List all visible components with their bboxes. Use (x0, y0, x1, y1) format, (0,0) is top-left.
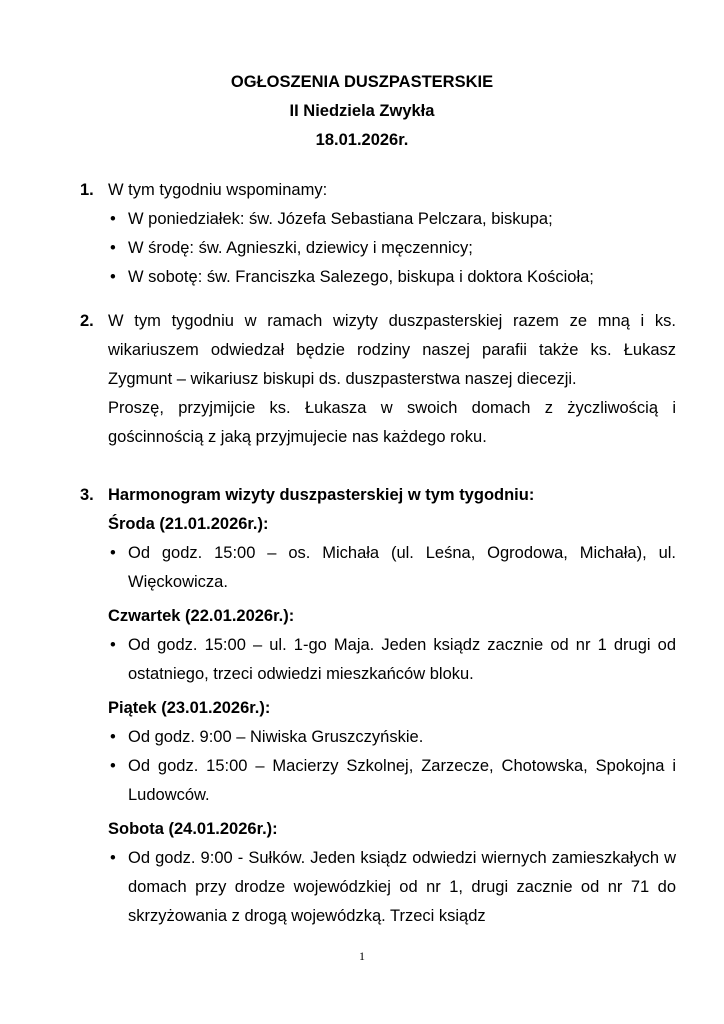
list-item: • W środę: św. Agnieszki, dziewicy i męczennicy; (108, 234, 676, 263)
list-item: • Od godz. 15:00 – ul. 1-go Maja. Jeden ksiądz zacznie od nr 1 drugi od ostatniego, trzeci odwiedzi mieszkańców bloku. (108, 631, 676, 689)
memorial-list (108, 205, 676, 292)
document-date: 18.01.2026r. (315, 131, 409, 149)
day-label-friday: Piątek (23.01.2026r.): (108, 699, 271, 717)
announcement-intro: W tym tygodniu wspominamy: (108, 181, 328, 199)
list-item: • Od godz. 9:00 - Sułków. Jeden ksiądz odwiedzi wiernych zamieszkałych w domach przy drodze wojewódzkiej od nr 1, drugi zacznie od nr 71 do skrzyżowania z drogą wojewódzką. Trzeci ksiądz (108, 844, 676, 931)
paragraph: Proszę, przyjmijcie ks. Łukasza w swoich domach z życzliwością i gościnnością z jaką przyjmujecie nas każdego roku. (108, 399, 676, 446)
paragraph: W tym tygodniu w ramach wizyty duszpasterskiej razem ze mną i ks. wikariuszem odwiedzał będzie rodziny naszej parafii także ks. Łukasz Zygmunt – wikariusz biskupi ds. duszpasterstwa naszej diecezji. (108, 312, 676, 388)
day-label-saturday: Sobota (24.01.2026r.): (108, 820, 278, 838)
announcement-number: 3. (80, 486, 94, 504)
day-list-wednesday (108, 539, 676, 597)
day-label-thursday: Czwartek (22.01.2026r.): (108, 607, 295, 625)
schedule-heading: Harmonogram wizyty duszpasterskiej w tym tygodniu: (108, 486, 535, 504)
page-number: 1 (359, 949, 365, 963)
day-list-friday (108, 723, 676, 810)
day-list-thursday (108, 631, 676, 689)
announcement-number: 2. (80, 312, 94, 330)
announcement-number: 1. (80, 181, 94, 199)
list-item: • Od godz. 15:00 – Macierzy Szkolnej, Zarzecze, Chotowska, Spokojna i Ludowców. (108, 752, 676, 810)
document-subtitle: II Niedziela Zwykła (289, 102, 435, 120)
list-item: • W poniedziałek: św. Józefa Sebastiana Pelczara, biskupa; (108, 205, 676, 234)
list-item: • Od godz. 15:00 – os. Michała (ul. Leśna, Ogrodowa, Michała), ul. Więckowicza. (108, 539, 676, 597)
list-item: • Od godz. 9:00 – Niwiska Gruszczyńskie. (108, 723, 676, 752)
day-list-saturday (108, 844, 676, 931)
list-item: • W sobotę: św. Franciszka Salezego, biskupa i doktora Kościoła; (108, 263, 676, 292)
day-label-wednesday: Środa (21.01.2026r.): (108, 515, 269, 533)
document-title: OGŁOSZENIA DUSZPASTERSKIE (230, 73, 494, 91)
